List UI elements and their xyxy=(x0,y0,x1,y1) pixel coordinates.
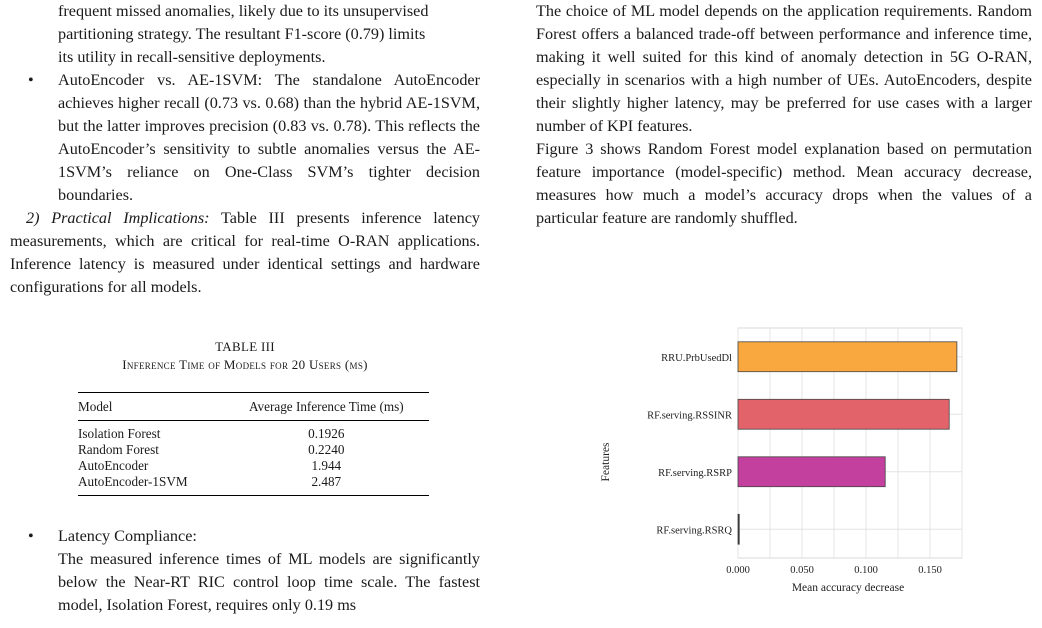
table-row xyxy=(78,442,429,458)
table-label: TABLE III xyxy=(215,339,275,354)
table-cell-time: 1.944 xyxy=(311,458,342,473)
table-cell-time: 0.2240 xyxy=(308,442,345,457)
right-column xyxy=(536,0,1032,230)
chart-y-tick-label: RRU.PrbUsedDl xyxy=(661,352,732,364)
inference-time-table xyxy=(78,392,429,496)
chart-y-tick-label: RF.serving.RSRQ xyxy=(656,525,732,537)
chart-bars xyxy=(738,342,957,544)
table-header-time: Average Inference Time (ms) xyxy=(224,393,429,421)
model-choice-paragraph: The choice of ML model depends on the application requirements. Random Forest offers a balanced trade-off between performance and inference time, making it well suited for this kind of anomaly detection in 5G O-RAN, especially in scenarios with a high number of UEs. AutoEncoders, despite their slightly higher latency, may be preferred for use cases with a larger number of KPI features. xyxy=(536,2,1032,135)
paragraph-continuation-1: frequent missed anomalies, likely due to its unsupervised xyxy=(58,2,429,20)
table-cell-time: 0.1926 xyxy=(308,426,345,441)
figure-description-paragraph: Figure 3 shows Random Forest model explanation based on permutation feature importance (model-specific) method. Mean accuracy decrease, measures how much a model’s accuracy drops when the values of a particular feature are randomly shuffled. xyxy=(536,140,1032,227)
chart-y-tick-label: RF.serving.RSRP xyxy=(658,467,732,479)
bullet-dot: • xyxy=(28,71,34,89)
chart-bar xyxy=(738,514,739,544)
table-caption: Inference Time of Models for 20 Users (ms) xyxy=(122,357,368,372)
table-cell-model: Random Forest xyxy=(78,442,159,457)
left-column xyxy=(10,0,480,299)
chart-bar xyxy=(738,399,949,429)
chart-x-tick-label: 0.000 xyxy=(726,565,750,576)
bullet-latency xyxy=(10,525,480,617)
section-label: 2) Practical Implications: xyxy=(26,209,210,227)
table-cell-model: AutoEncoder-1SVM xyxy=(78,474,224,496)
chart-x-tick-label: 0.100 xyxy=(854,565,878,576)
table-row xyxy=(78,458,429,474)
table-cell-model: Isolation Forest xyxy=(78,426,161,441)
table-header-model: Model xyxy=(78,393,224,421)
paragraph-continuation-2: partitioning strategy. The resultant F1-score (0.79) limits xyxy=(58,25,426,43)
practical-implications-paragraph xyxy=(10,207,480,299)
chart-x-tick-label: 0.150 xyxy=(918,565,942,576)
bullet-latency-title: Latency Compliance: xyxy=(58,527,197,545)
y-axis-label: Features xyxy=(600,442,612,482)
bullet-autoencoder-text: AutoEncoder vs. AE-1SVM: The standalone AutoEncoder achieves higher recall (0.73 vs. 0.68) than the hybrid AE-1SVM, but the latter improves precision (0.83 vs. 0.78). This reflects the AutoEncoder’s sensitivity to subtle anomalies versus the AE-1SVM’s reliance on One-Class SVM’s tighter decision boundaries. xyxy=(58,71,480,204)
paragraph-continuation-3: its utility in recall-sensitive deployments. xyxy=(58,48,326,66)
chart-bar xyxy=(738,457,885,487)
latency-paragraph: The measured inference times of ML models are significantly below the Near-RT RIC control loop time scale. The fastest model, Isolation Forest, requires only 0.19 ms xyxy=(58,550,480,614)
table-cell-model: AutoEncoder xyxy=(78,458,149,473)
chart-y-tick-label: RF.serving.RSSINR xyxy=(647,410,732,422)
bullet-dot: • xyxy=(28,527,34,545)
bullet-latency-title-line xyxy=(10,525,480,548)
chart-x-tick-labels xyxy=(726,565,942,576)
x-axis-label: Mean accuracy decrease xyxy=(791,582,905,594)
section-text: Table III presents inference latency measurements, which are critical for real-time O-RAN applications. Inference latency is measured under identical settings and hardware configurations for all models. xyxy=(10,209,480,296)
table-cell-time: 2.487 xyxy=(224,474,429,496)
table-row xyxy=(78,474,429,496)
feature-importance-chart xyxy=(590,322,990,602)
chart-y-tick-labels xyxy=(647,353,732,537)
bullet-autoencoder xyxy=(10,69,480,207)
chart-x-tick-label: 0.050 xyxy=(790,565,814,576)
table-row xyxy=(78,421,429,443)
chart-bar xyxy=(738,342,957,372)
